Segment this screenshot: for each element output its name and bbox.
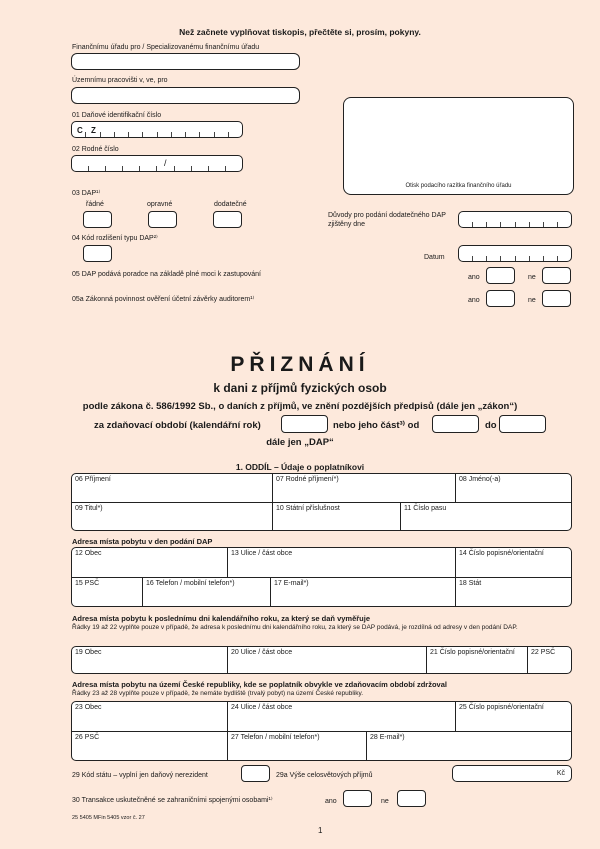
r15-cell[interactable] (72, 578, 143, 607)
r15-label: 15 PSČ (75, 580, 100, 587)
form-code: 25 5405 MFin 5405 vzor č. 27 (72, 815, 145, 821)
r21-label: 21 Číslo popisné/orientační (430, 649, 515, 656)
r25-label: 25 Číslo popisné/orientační (459, 704, 544, 711)
r14-label: 14 Číslo popisné/orientační (459, 550, 544, 557)
period-year-box[interactable] (281, 415, 328, 433)
r21-cell[interactable] (427, 647, 528, 674)
r26-cell[interactable] (72, 732, 228, 761)
stamp-label: Otisk podacího razítka finančního úřadu (405, 183, 512, 189)
addr2-heading: Adresa místa pobytu k poslednímu dni kalendářního roku, za který se daň vyměřuje (72, 614, 371, 623)
r22-cell[interactable] (528, 647, 572, 674)
addr2-note: Řádky 19 až 22 vyplňte pouze v případě, že adresa k poslednímu dni kalendářního roku, za který se DAP podává, je rozdílná od adresy v den podání DAP. (72, 624, 518, 631)
top-notice: Než začnete vyplňovat tiskopis, přečtěte si, prosím, pokyny. (179, 27, 421, 37)
addr1-grid (71, 547, 572, 607)
dap-radne-box[interactable] (83, 211, 112, 228)
datum-ticks (459, 256, 571, 261)
r29a-unit: Kč (556, 770, 565, 777)
dap-type-radne: řádné (86, 201, 104, 208)
period-text-c: do (485, 420, 497, 431)
addr3-heading: Adresa místa pobytu na území České republiky, kde se poplatník obvykle ve zdaňovacím období zdržoval (72, 680, 447, 689)
r30-no-label: ne (381, 798, 389, 805)
kod-label: 04 Kód rozlišení typu DAP²⁾ (72, 235, 158, 242)
form-subtitle: k dani z příjmů fyzických osob (213, 381, 387, 395)
dic-ticks (72, 132, 242, 137)
q05-no-box[interactable] (542, 267, 571, 284)
q05-no-label: ne (528, 274, 536, 281)
q05-yes-label: ano (468, 274, 480, 281)
r18-label: 18 Stát (459, 580, 482, 587)
addr1-heading: Adresa místa pobytu v den podání DAP (72, 537, 213, 546)
addr3-grid (71, 701, 572, 761)
r08-cell[interactable] (456, 474, 572, 503)
r12-label: 12 Obec (75, 550, 102, 557)
r10-label: 10 Státní příslušnost (276, 505, 340, 512)
q05a-yes-label: ano (468, 297, 480, 304)
datum-field[interactable] (458, 245, 572, 262)
up-label: Územnímu pracovišti v, ve, pro (72, 77, 168, 84)
r14-cell[interactable] (456, 548, 572, 578)
period-to-box[interactable] (499, 415, 546, 433)
r09-cell[interactable] (72, 503, 273, 531)
r18-cell[interactable] (456, 578, 572, 607)
period-from-box[interactable] (432, 415, 479, 433)
r08-label: 08 Jméno(-a) (459, 476, 501, 483)
personal-grid (71, 473, 572, 531)
r23-cell[interactable] (72, 702, 228, 732)
r20-cell[interactable] (228, 647, 427, 674)
r09-label: 09 Titul*) (75, 505, 103, 512)
dap-label: 03 DAP¹⁾ (72, 190, 101, 197)
stamp-box (343, 97, 574, 195)
fu-label: Finančnímu úřadu pro / Specializovanému finančnímu úřadu (72, 44, 260, 51)
r30-yes-label: ano (325, 798, 337, 805)
q05-label: 05 DAP podává poradce na základě plné moci k zastupování (72, 271, 261, 278)
dap-type-opravne: opravné (147, 201, 173, 208)
r26-label: 26 PSČ (75, 734, 100, 741)
period-text-b: nebo jeho část³⁾ od (333, 420, 420, 431)
rc-ticks (72, 166, 242, 171)
dic-field[interactable] (71, 121, 243, 138)
r07-label: 07 Rodné příjmení*) (276, 476, 339, 483)
kod-box[interactable] (83, 245, 112, 262)
rc-label: 02 Rodné číslo (72, 146, 119, 153)
r13-cell[interactable] (228, 548, 456, 578)
r19-cell[interactable] (72, 647, 228, 674)
r10-cell[interactable] (273, 503, 401, 531)
rc-field[interactable] (71, 155, 243, 172)
r27-label: 27 Telefon / mobilní telefon*) (231, 734, 320, 741)
addr3-note: Řádky 23 až 28 vyplňte pouze v případě, že nemáte bydliště (trvalý pobyt) na území České republiky. (72, 690, 364, 697)
r25-cell[interactable] (456, 702, 572, 732)
fu-field[interactable] (71, 53, 300, 70)
rc-separator: / (164, 158, 167, 168)
page-number: 1 (318, 826, 323, 835)
dic-prefix: C Z (77, 126, 99, 135)
r27-cell[interactable] (228, 732, 367, 761)
r29-label: 29 Kód státu – vyplní jen daňový nerezident (72, 772, 208, 779)
r30-label: 30 Transakce uskutečněné se zahraničními spojenými osobami¹⁾ (72, 797, 273, 804)
period-text-d: dále jen „DAP“ (266, 437, 334, 448)
r24-cell[interactable] (228, 702, 456, 732)
r07-cell[interactable] (273, 474, 456, 503)
dap-opravne-box[interactable] (148, 211, 177, 228)
r12-cell[interactable] (72, 548, 228, 578)
duvody-ticks (459, 222, 571, 227)
dap-dodatecne-box[interactable] (213, 211, 242, 228)
r19-label: 19 Obec (75, 649, 102, 656)
r16-cell[interactable] (143, 578, 271, 607)
q05-yes-box[interactable] (486, 267, 515, 284)
r22-label: 22 PSČ (531, 649, 556, 656)
q05a-no-box[interactable] (542, 290, 571, 307)
r23-label: 23 Obec (75, 704, 102, 711)
r06-cell[interactable] (72, 474, 273, 503)
addr2-grid (71, 646, 572, 674)
r17-label: 17 E-mail*) (274, 580, 309, 587)
r30-no-box[interactable] (397, 790, 426, 807)
r20-label: 20 Ulice / část obce (231, 649, 293, 656)
r16-label: 16 Telefon / mobilní telefon*) (146, 580, 235, 587)
r29a-field[interactable] (452, 765, 572, 782)
period-text-a: za zdaňovací období (kalendářní rok) (94, 420, 261, 431)
r28-cell[interactable] (367, 732, 572, 761)
law-line: podle zákona č. 586/1992 Sb., o daních z příjmů, ve znění pozdějších předpisů (dále jen „zákon“) (82, 401, 518, 412)
r28-label: 28 E-mail*) (370, 734, 405, 741)
q05a-yes-box[interactable] (486, 290, 515, 307)
datum-label: Datum (424, 254, 445, 261)
r11-cell[interactable] (401, 503, 572, 531)
r06-label: 06 Příjmení (75, 476, 111, 483)
r29-box[interactable] (241, 765, 270, 782)
form-title: PŘIZNÁNÍ (230, 353, 370, 376)
r24-label: 24 Ulice / část obce (231, 704, 293, 711)
r17-cell[interactable] (271, 578, 456, 607)
up-field[interactable] (71, 87, 300, 104)
duvody-label: Důvody pro podání dodatečného DAP zjištěny dne (328, 212, 446, 228)
dap-type-dodatecne: dodatečné (214, 201, 247, 208)
r30-yes-box[interactable] (343, 790, 372, 807)
r13-label: 13 Ulice / část obce (231, 550, 293, 557)
r29a-label: 29a Výše celosvětových příjmů (276, 772, 373, 779)
section1-heading: 1. ODDÍL – Údaje o poplatníkovi (235, 462, 365, 472)
r11-label: 11 Číslo pasu (404, 505, 447, 512)
q05a-label: 05a Zákonná povinnost ověření účetní závěrky auditorem¹⁾ (72, 296, 255, 303)
dic-label: 01 Daňové identifikační číslo (72, 112, 162, 119)
duvody-date-field[interactable] (458, 211, 572, 228)
q05a-no-label: ne (528, 297, 536, 304)
